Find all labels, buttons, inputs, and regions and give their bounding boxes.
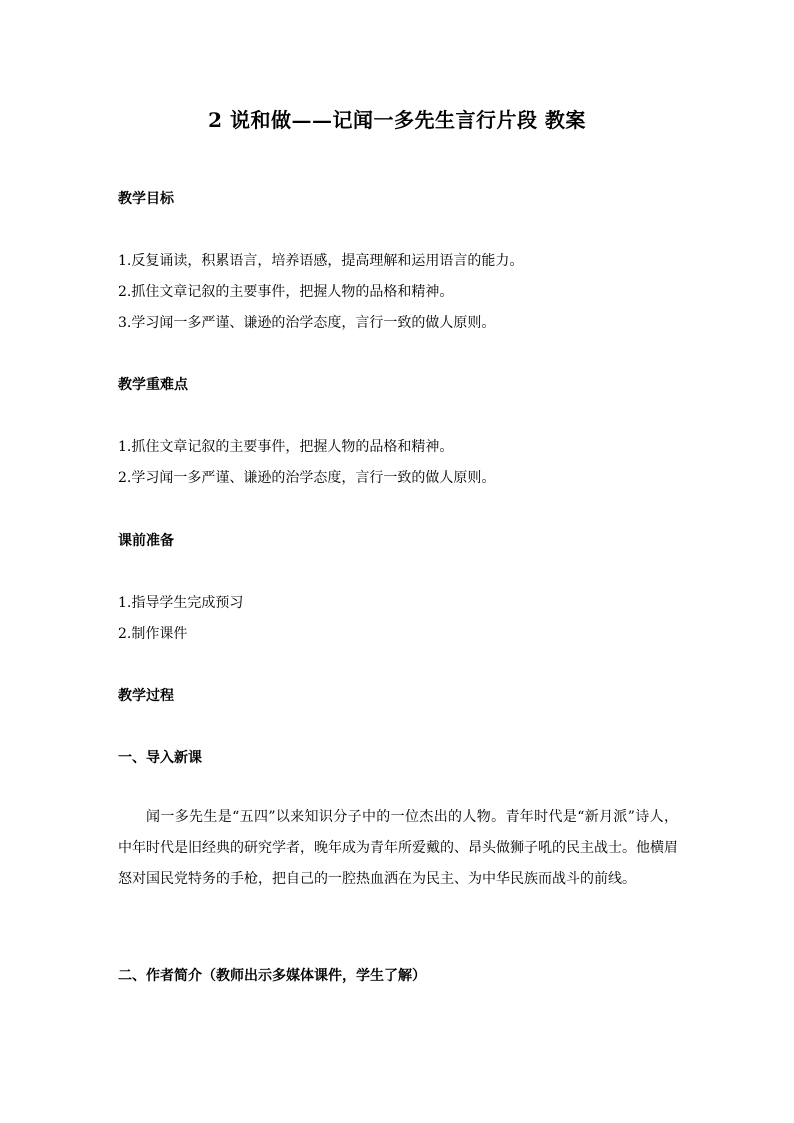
section-heading-key-points: 教学重难点 <box>118 377 188 393</box>
section-heading-goals: 教学目标 <box>118 191 174 207</box>
goal-item-3: 3.学习闻一多严谨、谦逊的治学态度，言行一致的做人原则。 <box>118 315 496 331</box>
key-point-item-1: 1.抓住文章记叙的主要事件，把握人物的品格和精神。 <box>118 439 454 455</box>
preparation-item-2: 2.制作课件 <box>118 626 188 642</box>
subsection-heading-intro: 一、导入新课 <box>118 750 202 766</box>
intro-paragraph: 闻一多先生是“五四”以来知识分子中的一位杰出的人物。青年时代是“新月派”诗人，中年时代是旧经典的研究学者，晚年成为青年所爱戴的、昂头做狮子吼的民主战士。他横眉怒对国民党特务的手枪，把自己的一腔热血洒在为民主、为中华民族而战斗的前线。 <box>118 809 678 887</box>
subsection-heading-author: 二、作者简介（教师出示多媒体课件，学生了解） <box>118 968 426 984</box>
goal-item-1: 1.反复诵读，积累语言，培养语感，提高理解和运用语言的能力。 <box>118 253 524 269</box>
section-heading-process: 教学过程 <box>118 688 174 704</box>
goal-item-2: 2.抓住文章记叙的主要事件，把握人物的品格和精神。 <box>118 284 454 300</box>
section-heading-preparation: 课前准备 <box>118 533 174 549</box>
key-point-item-2: 2.学习闻一多严谨、谦逊的治学态度，言行一致的做人原则。 <box>118 470 496 486</box>
preparation-item-1: 1.指导学生完成预习 <box>118 595 244 611</box>
document-title: 2 说和做——记闻一多先生言行片段 教案 <box>208 108 586 132</box>
